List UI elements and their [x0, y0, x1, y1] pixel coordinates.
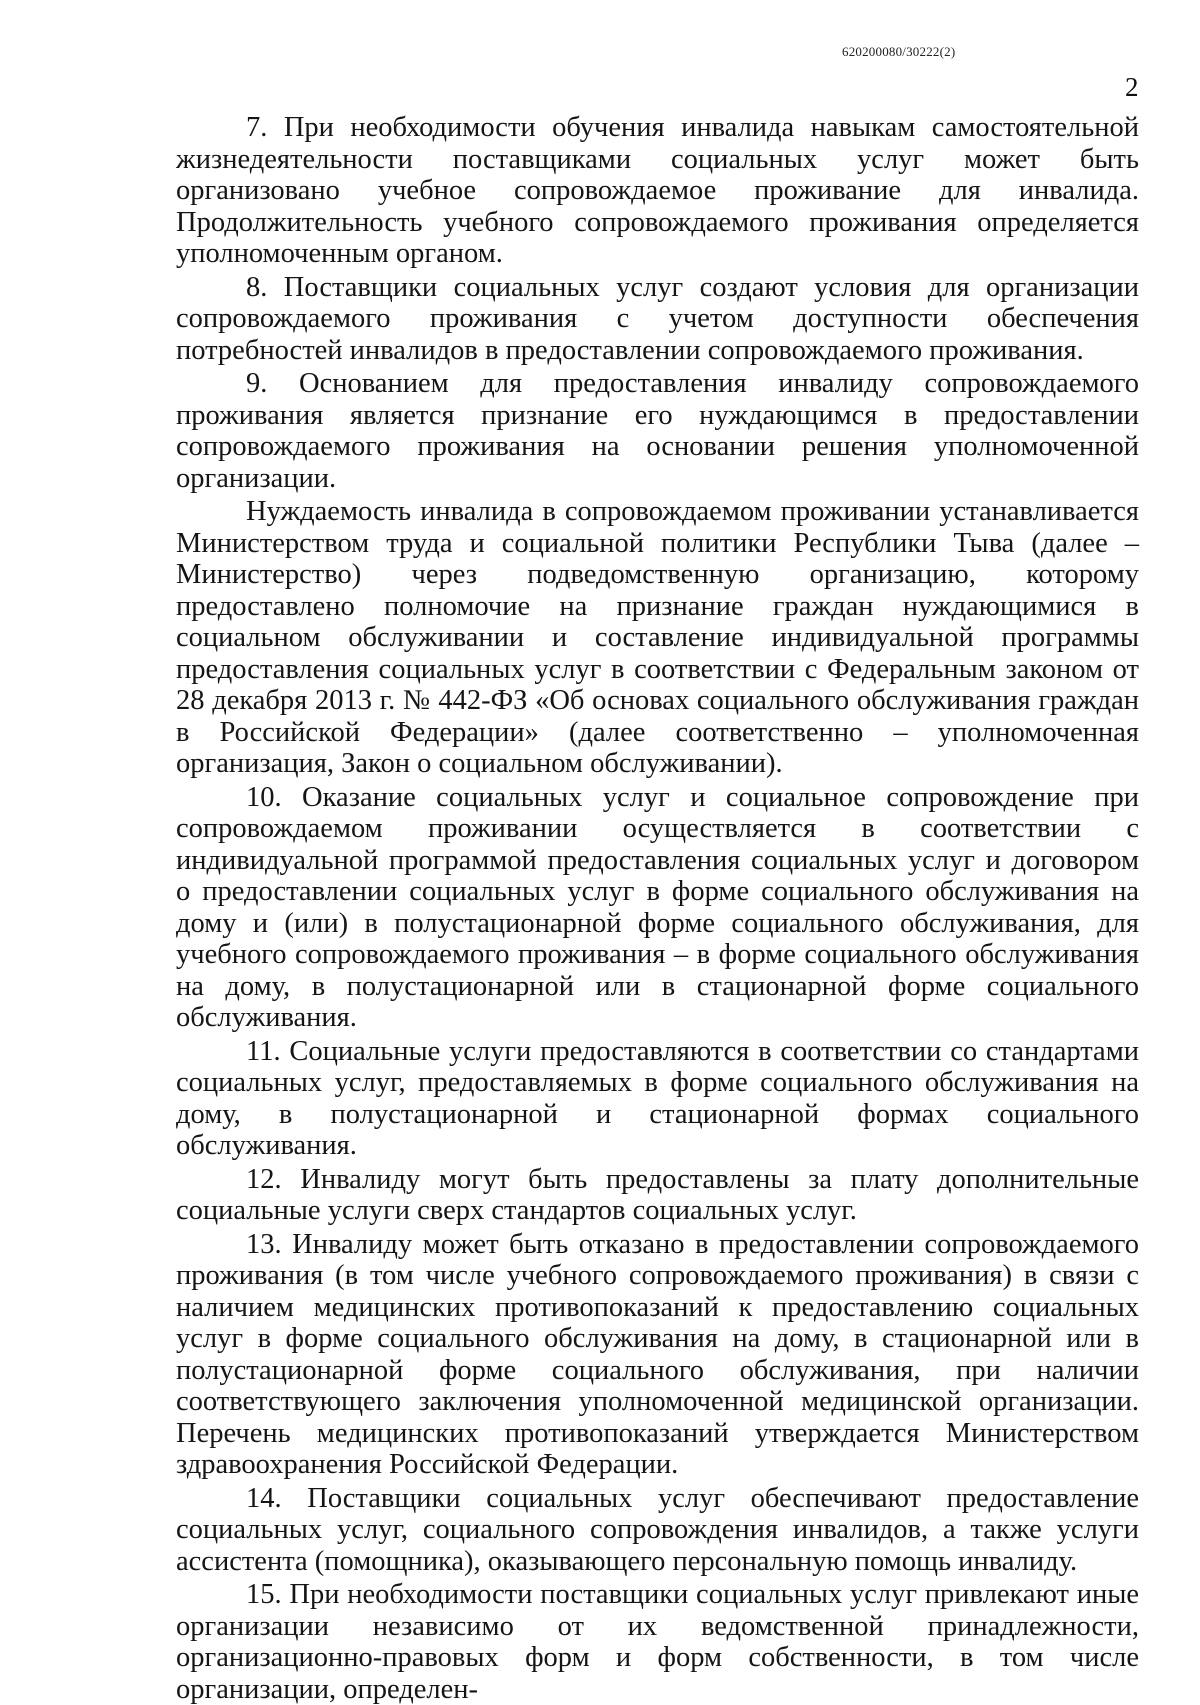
page-number: 2 — [1125, 72, 1139, 102]
paragraph-13: 13. Инвалиду может быть отказано в предоставлении сопровождаемого проживания (в том числе учебного сопровождаемого проживания) в связи с наличием медицинских противопоказаний к предоставлению социальных услуг в форме социального обслуживания на дому, в стационарной или в полустационарной форме социального обслуживания, при наличии соответствующего заключения уполномоченной медицинской организации. Перечень медицинских противопоказаний утверждается Министерством здравоохранения Российской Федерации. — [176, 1228, 1139, 1480]
paragraph-7: 7. При необходимости обучения инвалида навыкам самостоятельной жизнедеятельности поставщиками социальных услуг может быть организовано учебное сопровождаемое проживание для инвалида. Продолжительность учебного сопровождаемого проживания определяется уполномоченным органом. — [176, 112, 1139, 269]
paragraph-need-assessment: Нуждаемость инвалида в сопровождаемом проживании устанавливается Министерством труда и социальной политики Республики Тыва (далее – Министерство) через подведомственную организацию, которому предоставлено полномочие на признание граждан нуждающимися в социальном обслуживании и составление индивидуальной программы предоставления социальных услуг в соответствии с Федеральным законом от 28 декабря 2013 г. № 442-ФЗ «Об основах социального обслуживания граждан в Российской Федерации» (далее соответственно – уполномоченная организация, Закон о социальном обслуживании). — [176, 496, 1139, 779]
paragraph-14: 14. Поставщики социальных услуг обеспечивают предоставление социальных услуг, социального сопровождения инвалидов, а также услуги ассистента (помощника), оказывающего персональную помощь инвалиду. — [176, 1482, 1139, 1577]
paragraph-10: 10. Оказание социальных услуг и социальное сопровождение при сопровождаемом проживании осуществляется в соответствии с индивидуальной программой предоставления социальных услуг и договором о предоставлении социальных услуг в форме социального обслуживания на дому и (или) в полустационарной форме социального обслуживания, для учебного сопровождаемого проживания – в форме социального обслуживания на дому, в полустационарной или в стационарной форме социального обслуживания. — [176, 781, 1139, 1033]
paragraph-8: 8. Поставщики социальных услуг создают условия для организации сопровождаемого проживания с учетом доступности обеспечения потребностей инвалидов в предоставлении сопровождаемого проживания. — [176, 271, 1139, 366]
paragraph-11: 11. Социальные услуги предоставляются в соответствии со стандартами социальных услуг, предоставляемых в форме социального обслуживания на дому, в полустационарной и стационарной формах социального обслуживания. — [176, 1035, 1139, 1161]
document-code: 620200080/30222(2) — [842, 44, 956, 59]
paragraph-15: 15. При необходимости поставщики социальных услуг привлекают иные организации независимо от их ведомственной принадлежности, организационно-правовых форм и форм собственности, в том числе организации, определен- — [176, 1579, 1139, 1705]
paragraph-9: 9. Основанием для предоставления инвалиду сопровождаемого проживания является признание его нуждающимся в предоставлении сопровождаемого проживания на основании решения уполномоченной организации. — [176, 368, 1139, 494]
paragraph-12: 12. Инвалиду могут быть предоставлены за плату дополнительные социальные услуги сверх стандартов социальных услуг. — [176, 1163, 1139, 1226]
document-body — [176, 112, 1139, 1705]
